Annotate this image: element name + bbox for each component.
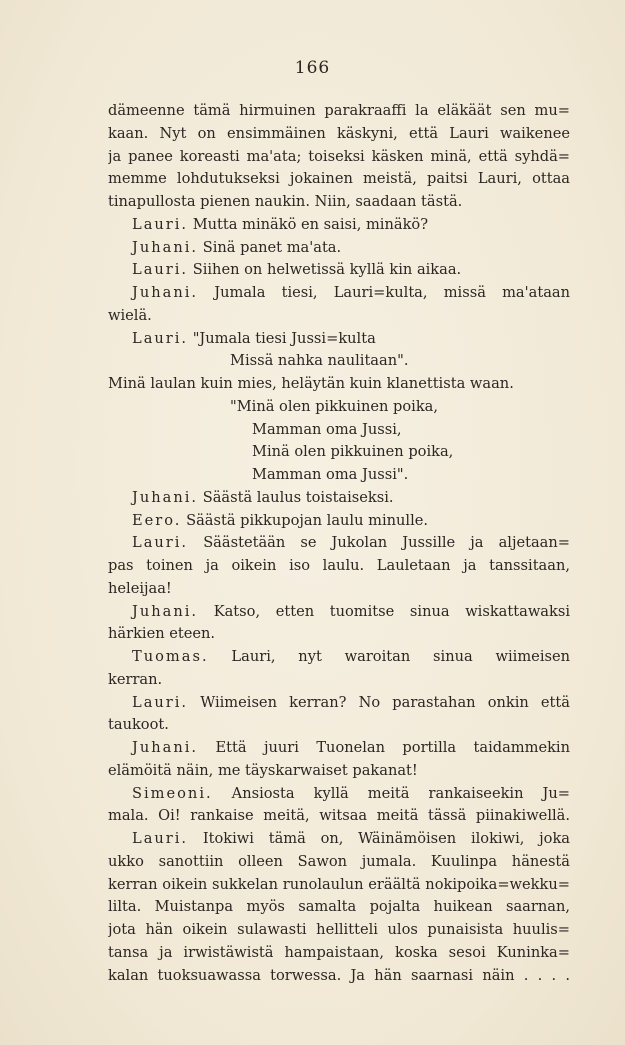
line-text: Sinä panet ma'ata. <box>202 238 342 256</box>
line-text: lilta. Muistanpa myös samalta pojalta huikean saarnan, <box>108 898 570 916</box>
line-text: Katso, etten tuomitse sinua wiskattawaksi <box>213 602 570 620</box>
text-line <box>108 851 570 874</box>
line-text: kerran. <box>108 670 163 688</box>
speaker-name: Juhani. <box>132 488 199 506</box>
text-line <box>108 578 570 601</box>
line-text: wielä. <box>108 306 152 324</box>
text-line <box>108 623 570 646</box>
line-text: Minä laulan kuin mies, heläytän kuin klanettista waan. <box>108 375 514 392</box>
text-line <box>108 146 570 169</box>
text-line <box>108 328 570 351</box>
text-line <box>108 441 570 464</box>
text-line <box>108 760 570 783</box>
speaker-name: Eero. <box>132 511 182 529</box>
speaker-name: Lauri. <box>132 215 189 233</box>
text-line <box>108 373 570 396</box>
text-line <box>108 237 570 260</box>
text-line <box>108 555 570 578</box>
line-text: ukko sanottiin olleen Sawon jumala. Kuulinpa hänestä <box>108 852 570 870</box>
text-line <box>108 783 570 806</box>
line-text: pas toinen ja oikein iso laulu. Lauletaan ja tanssitaan, <box>108 557 570 574</box>
page-number: 166 <box>294 58 331 78</box>
line-text: Siihen on helwetissä kyllä kin aikaa. <box>192 261 462 279</box>
text-line <box>108 123 570 146</box>
text-line <box>108 919 570 942</box>
speaker-name: Tuomas. <box>132 648 209 665</box>
line-text: ja panee koreasti ma'ata; toiseksi käsken minä, että syhdä= <box>108 147 570 165</box>
text-line <box>108 214 570 237</box>
text-line <box>108 168 570 191</box>
speaker-name: Lauri. <box>132 534 189 552</box>
text-line <box>108 191 570 214</box>
text-line <box>108 828 570 851</box>
text-line <box>108 805 570 828</box>
text-line <box>108 259 570 282</box>
text-line <box>108 282 570 305</box>
line-text: Säästetään se Jukolan Jussille ja aljetaan= <box>203 534 570 552</box>
line-text: Säästä pikkupojan laulu minulle. <box>186 511 429 529</box>
line-text: Mamman oma Jussi". <box>252 466 409 483</box>
text-block <box>108 100 570 987</box>
line-text: tinapullosta pienen naukin. Niin, saadaan tästä. <box>108 193 463 210</box>
text-line <box>108 874 570 897</box>
line-text: elämöitä näin, me täyskarwaiset pakanat! <box>108 761 418 779</box>
text-line <box>108 419 570 442</box>
line-text: Jumala tiesi, Lauri=kulta, missä ma'ataan <box>214 284 570 301</box>
line-text: Wiimeisen kerran? No parastahan onkin että <box>200 693 570 711</box>
line-text: Mutta minäkö en saisi, minäkö? <box>192 215 429 233</box>
line-text: Lauri, nyt waroitan sinua wiimeisen <box>231 648 570 665</box>
line-text: jota hän oikein sulawasti hellitteli ulos punaisista huulis= <box>108 921 570 938</box>
text-line <box>108 896 570 919</box>
line-text: dämeenne tämä hirmuinen parakraaffi la eläkäät sen mu= <box>108 102 570 119</box>
line-text: Itokiwi tämä on, Wäinämöisen ilokiwi, joka <box>202 830 570 847</box>
line-text: Että juuri Tuonelan portilla taidammekin <box>215 739 570 756</box>
text-line <box>108 464 570 487</box>
text-line <box>108 396 570 419</box>
line-text: kerran oikein sukkelan runolaulun eräältä nokipoika=wekku= <box>108 875 570 893</box>
line-text: Ansiosta kyllä meitä rankaiseekin Ju= <box>231 784 570 802</box>
text-line <box>108 692 570 715</box>
line-text: heleijaa! <box>108 579 172 597</box>
speaker-name: Lauri. <box>132 261 189 279</box>
text-line <box>108 737 570 760</box>
line-text: Mamman oma Jussi, <box>252 420 402 438</box>
text-line <box>108 601 570 624</box>
line-text: härkien eteen. <box>108 625 216 643</box>
line-text: kalan tuoksuawassa torwessa. Ja hän saarnasi näin . . . . <box>108 966 570 984</box>
line-text: Missä nahka naulitaan". <box>230 352 409 370</box>
text-line <box>108 100 570 123</box>
text-line <box>108 305 570 328</box>
text-line <box>108 487 570 510</box>
speaker-name: Juhani. <box>132 284 199 301</box>
speaker-name: Lauri. <box>132 329 189 347</box>
line-text: mala. Oi! rankaise meitä, witsaa meitä tässä piinakiwellä. <box>108 807 570 825</box>
speaker-name: Juhani. <box>132 602 199 620</box>
text-line <box>108 714 570 737</box>
line-text: memme lohdutukseksi jokainen meistä, paitsi Lauri, ottaa <box>108 170 570 188</box>
text-line <box>108 510 570 533</box>
line-text: Säästä laulus toistaiseksi. <box>202 488 394 506</box>
line-text: taukoot. <box>108 716 169 734</box>
text-line <box>108 942 570 965</box>
line-text: kaan. Nyt on ensimmäinen käskyni, että Lauri waikenee <box>108 124 570 142</box>
line-text: "Minä olen pikkuinen poika, <box>230 397 439 415</box>
text-line <box>108 646 570 669</box>
line-text: tansa ja irwistäwistä hampaistaan, koska sesoi Kuninka= <box>108 943 570 961</box>
speaker-name: Lauri. <box>132 830 189 847</box>
text-line <box>108 669 570 692</box>
line-text: Minä olen pikkuinen poika, <box>252 443 454 461</box>
line-text: "Jumala tiesi Jussi=kulta <box>192 329 376 347</box>
speaker-name: Juhani. <box>132 739 199 756</box>
text-line <box>108 965 570 988</box>
text-line <box>108 532 570 555</box>
speaker-name: Lauri. <box>132 693 189 711</box>
text-line <box>108 350 570 373</box>
speaker-name: Simeoni. <box>132 784 213 802</box>
speaker-name: Juhani. <box>132 238 199 256</box>
